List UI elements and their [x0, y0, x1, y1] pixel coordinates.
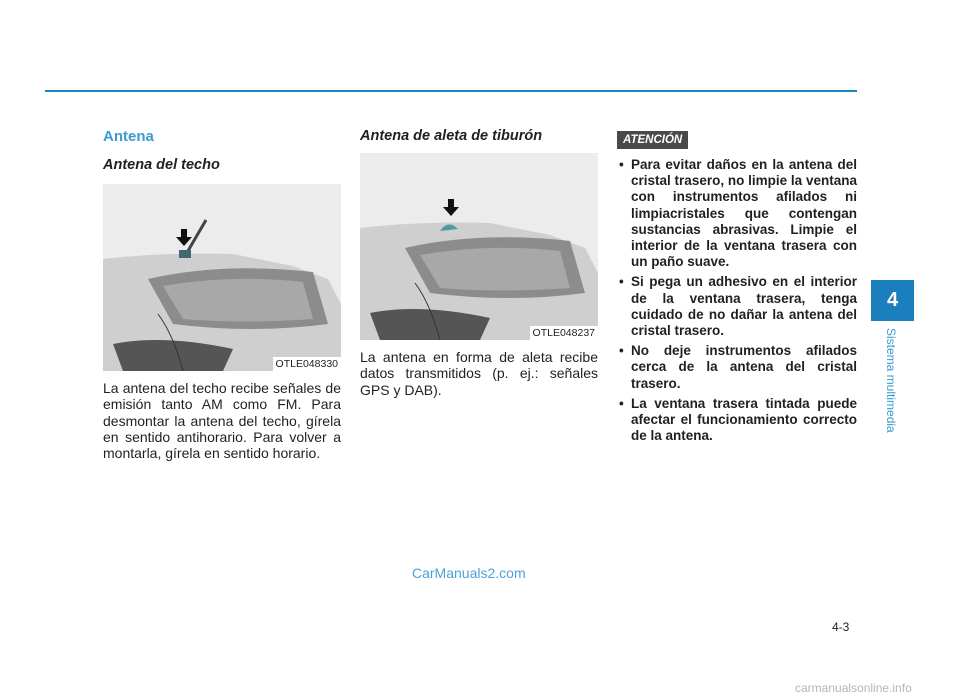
caution-list	[617, 157, 857, 444]
roof-antenna-illustration	[103, 184, 341, 371]
caution-item: • Para evitar daños en la antena del cristal trasero, no limpie la ventana con instrumentos afilados ni limpiacristales que contengan sustancias abrasivas. Limpie el interior de la ventana trasera con un paño suave.	[617, 157, 857, 270]
caution-item: • No deje instrumentos afilados cerca de la antena del cristal trasero.	[617, 343, 857, 392]
column-roof-antenna	[103, 128, 341, 461]
watermark-link[interactable]: CarManuals2.com	[412, 565, 526, 581]
caution-badge: ATENCIÓN	[617, 131, 688, 149]
image-code: OTLE048237	[530, 326, 598, 340]
body-text: La antena del techo recibe señales de emisión tanto AM como FM. Para desmontar la antena del techo, gírela en sentido antihorario. Para volver a montarla, gírela en sentido horario.	[103, 380, 341, 462]
chapter-title: Sistema multimedia	[884, 328, 898, 433]
page-number: 4-3	[832, 620, 850, 634]
car-rear-shark-fin-icon	[360, 153, 598, 340]
column-caution	[617, 130, 857, 448]
image-code: OTLE048330	[273, 357, 341, 371]
column-shark-fin-antenna	[360, 128, 598, 398]
section-title: Antena	[103, 128, 154, 145]
footer-watermark: carmanualsonline.info	[795, 681, 912, 695]
body-text: La antena en forma de aleta recibe datos transmitidos (p. ej.: señales GPS y DAB).	[360, 349, 598, 398]
shark-fin-antenna-illustration	[360, 153, 598, 340]
chapter-tab: 4	[871, 280, 914, 321]
subtitle: Antena de aleta de tiburón	[360, 128, 543, 144]
header-rule	[45, 90, 857, 92]
subtitle: Antena del techo	[103, 157, 220, 173]
caution-item: • Si pega un adhesivo en el interior de la ventana trasera, tenga cuidado de no dañar la antena del cristal trasero.	[617, 274, 857, 339]
car-rear-roof-antenna-icon	[103, 184, 341, 371]
caution-item: • La ventana trasera tintada puede afectar el funcionamiento correcto de la antena.	[617, 396, 857, 445]
